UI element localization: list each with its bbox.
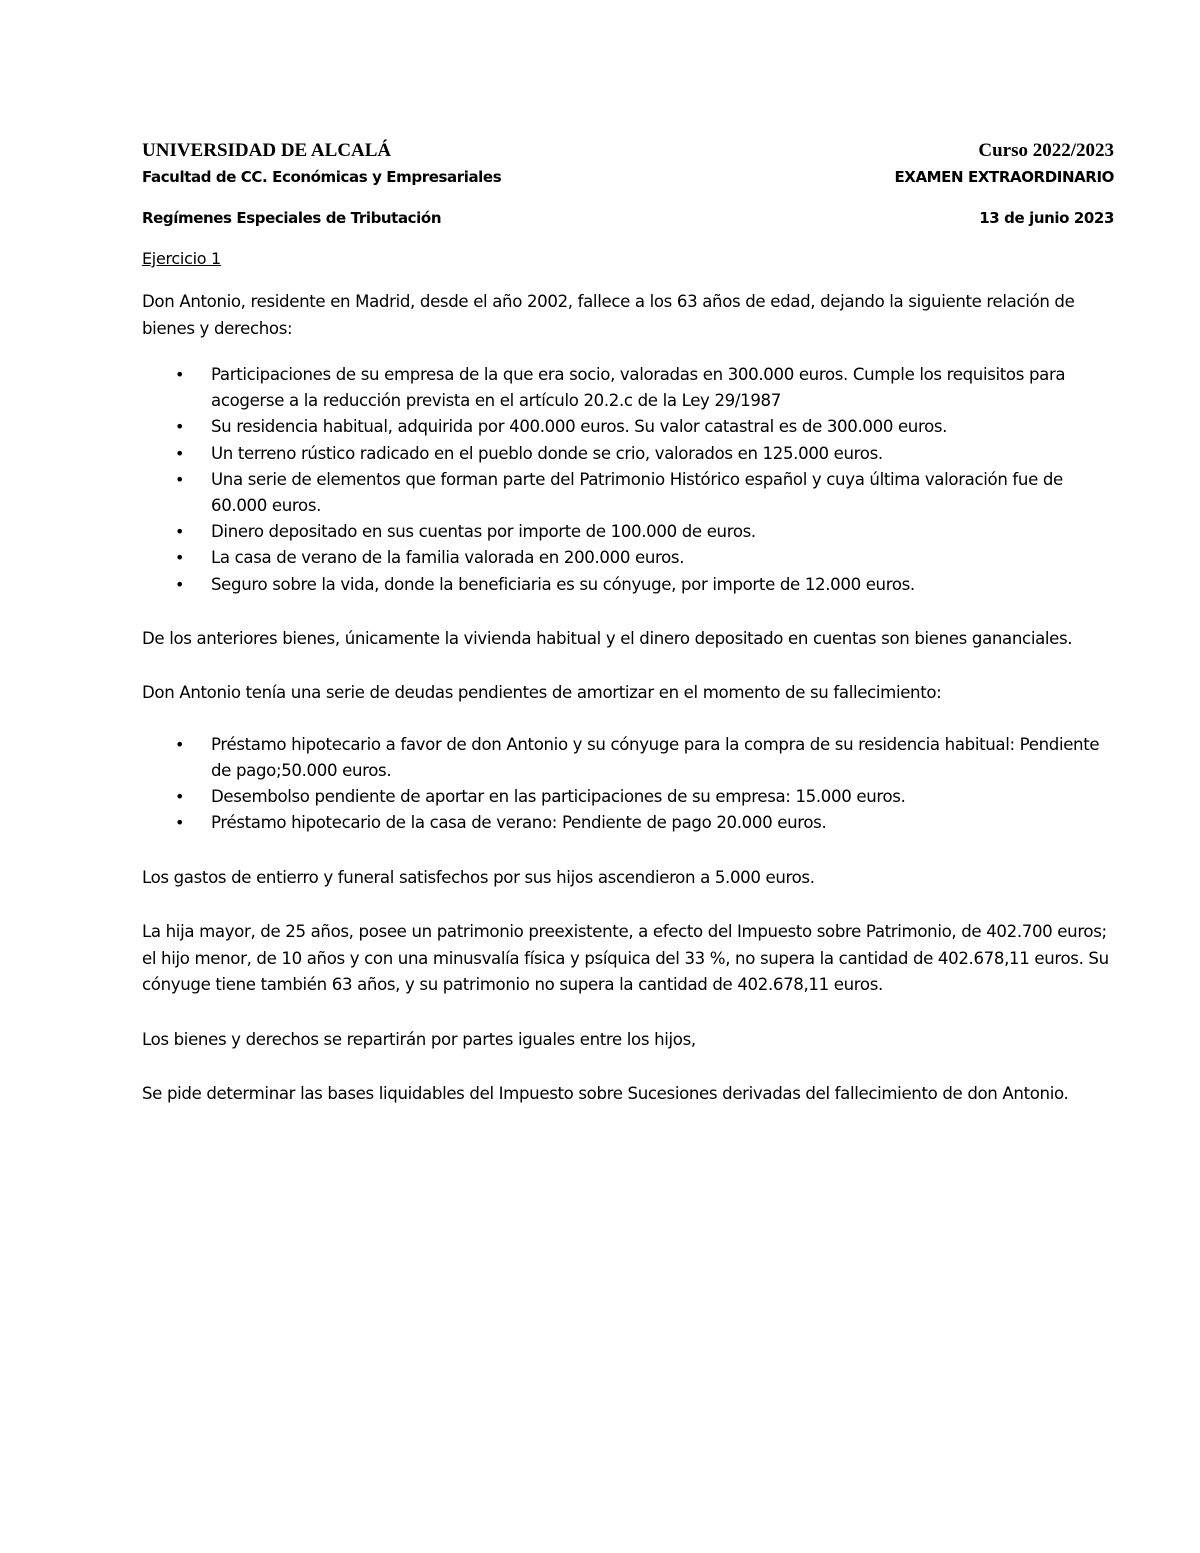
subject-name: Regímenes Especiales de Tributación [142,209,442,227]
bullet-icon: • [175,574,185,594]
bullet-icon: • [175,522,185,542]
debts-list [142,732,1114,837]
list-item [142,519,1114,545]
list-item-text: Un terreno rústico radicado en el pueblo donde se crio, valorados en 125.000 euros. [211,443,883,463]
list-item [142,810,1114,836]
bullet-icon: • [175,469,185,489]
list-item-text: Desembolso pendiente de aportar en las participaciones de su empresa: 15.000 euros. [211,787,906,807]
bullet-icon: • [175,417,185,437]
task-paragraph: Se pide determinar las bases liquidables del Impuesto sobre Sucesiones derivadas del fallecimiento de don Antonio. [142,1084,1069,1104]
list-item [142,545,1114,571]
bullet-icon: • [175,787,185,807]
list-item [142,414,1114,440]
list-item-text: Seguro sobre la vida, donde la beneficiaria es su cónyuge, por importe de 12.000 euros. [211,574,915,594]
funeral-paragraph: Los gastos de entierro y funeral satisfechos por sus hijos ascendieron a 5.000 euros. [142,867,815,887]
exercise-title: Ejercicio 1 [142,249,221,268]
faculty-name: Facultad de CC. Económicas y Empresariales [142,168,502,186]
list-item [142,441,1114,467]
header-row-2 [142,168,1114,194]
assets-list [142,362,1114,598]
distribution-paragraph: Los bienes y derechos se repartirán por partes iguales entre los hijos, [142,1029,696,1049]
exam-date: 13 de junio 2023 [979,209,1114,227]
list-item-text: Participaciones de su empresa de la que era socio, valoradas en 300.000 euros. Cumple los requisitos para acogerse a la reducción prevista en el artículo 20.2.c de la Ley 29/1987 [211,365,1066,411]
bullet-icon: • [175,548,185,568]
header-row-1 [142,140,1114,168]
bullet-icon: • [175,365,185,384]
header-row-3 [142,209,1114,235]
list-item [142,362,1114,414]
list-item-text: Dinero depositado en sus cuentas por importe de 100.000 de euros. [211,522,756,542]
course-year: Curso 2022/2023 [978,140,1114,161]
heirs-paragraph: La hija mayor, de 25 años, posee un patrimonio preexistente, a efecto del Impuesto sobre Patrimonio, de 402.700 euros; el hijo menor, de 10 años y con una minusvalía física y psíquica del 33 %, no supera la cantidad de 402.678,11 euros. Su cónyuge tiene también 63 años, y su patrimonio no supera la cantidad de 402.678,11 euros. [142,922,1109,995]
exam-type: EXAMEN EXTRAORDINARIO [894,168,1114,186]
bullet-icon: • [175,734,185,754]
list-item-text: Préstamo hipotecario de la casa de verano: Pendiente de pago 20.000 euros. [211,813,827,833]
list-item [142,572,1114,598]
list-item-text: Préstamo hipotecario a favor de don Antonio y su cónyuge para la compra de su residencia habitual: Pendiente de pago;50.000 euros. [211,734,1100,781]
exam-page [142,140,1114,1108]
list-item-text: Una serie de elementos que forman parte del Patrimonio Histórico español y cuya última valoración fue de 60.000 euros. [211,469,1063,516]
list-item-text: Su residencia habitual, adquirida por 400.000 euros. Su valor catastral es de 300.000 euros. [211,417,948,437]
debts-intro-paragraph: Don Antonio tenía una serie de deudas pendientes de amortizar en el momento de su fallecimiento: [142,683,942,703]
bullet-icon: • [175,443,185,463]
list-item [142,467,1114,519]
list-item [142,732,1114,784]
gananciales-paragraph: De los anteriores bienes, únicamente la vivienda habitual y el dinero depositado en cuentas son bienes gananciales. [142,628,1073,648]
university-name: UNIVERSIDAD DE ALCALÁ [142,140,392,161]
bullet-icon: • [175,813,185,833]
list-item-text: La casa de verano de la familia valorada en 200.000 euros. [211,548,685,568]
intro-paragraph: Don Antonio, residente en Madrid, desde el año 2002, fallece a los 63 años de edad, dejando la siguiente relación de bienes y derechos: [142,292,1075,338]
list-item [142,784,1114,810]
